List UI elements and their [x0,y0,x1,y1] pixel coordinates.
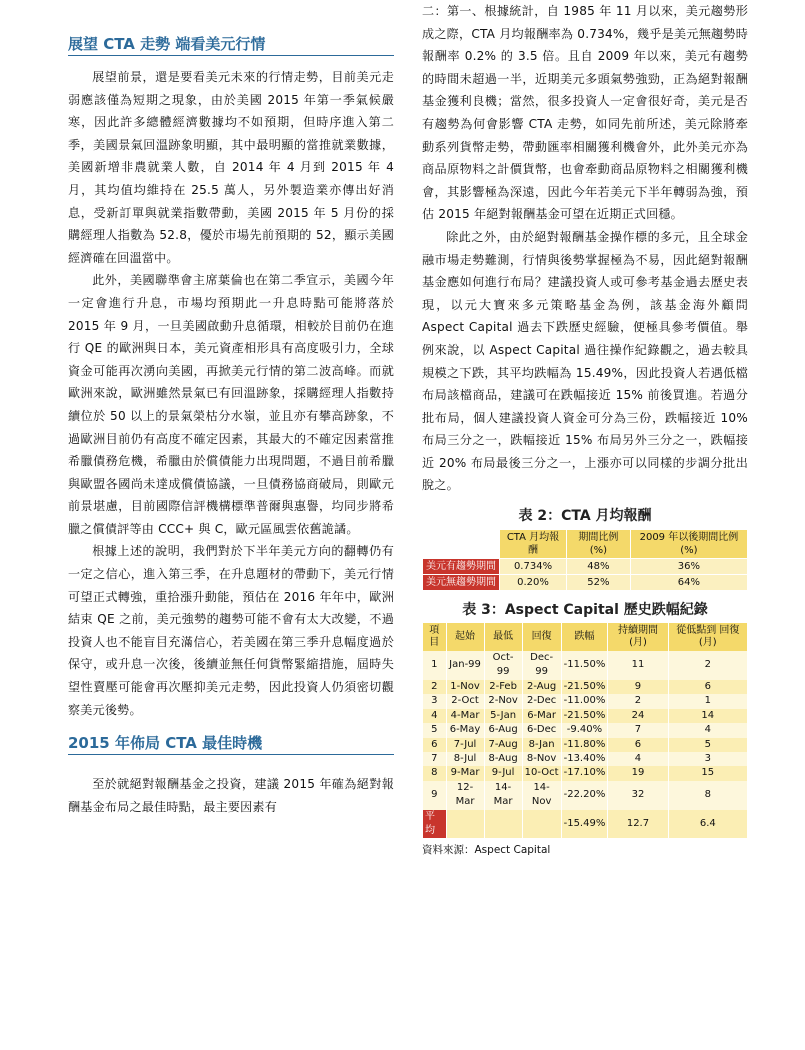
table-header: 起始 [446,623,484,651]
table-cell: 7-Aug [484,738,522,752]
table-cell: 1 [668,694,747,708]
table-cell: 6.4 [668,810,747,839]
table-header: 持續期間 (月) [608,623,668,651]
table-cell: 6-Dec [522,723,561,737]
table-cell: 2 [668,651,747,680]
data-source: 資料來源：Aspect Capital [422,844,551,857]
table-cell: 24 [608,709,668,723]
paragraph: 此外，美國聯準會主席葉倫也在第二季宣示，美國今年一定會進行升息，市場均預期此一升息時點可能將落於 2015 年 9 月，一旦美國啟動升息循環，相較於目前仍在進行 QE 的歐洲與日本，美元資產相形具有高度吸引力，全球資金可能再次湧向美國，再掀美元行情的第二波高峰。而就歐洲來說，歐洲雖然景氣已有回溫跡象，採購經理人指數持續位於 50 以上的景氣榮枯分水嶺，並且亦有攀高跡象，不過歐洲目前仍有高度不確定因素，其最大的不確定因素當推希臘債務危機，希臘由於償債能力出現問題，不過目前希臘與歐盟各國尚未達成償債協議，一旦債務協商破局，則歐元前景堪慮，目前國際信評機構標準普爾與惠譽，均同步將希臘之償債評等由 CCC+ 與 C，歐元區風雲依舊詭譎。 [68,273,394,536]
table-cell: -15.49% [561,810,608,839]
table-cell: 9-Mar [446,766,484,780]
paragraph: 二：第一、根據統計，自 1985 年 11 月以來，美元趨勢形成之際，CTA 月均報酬率為 0.734%，幾乎是美元無趨勢時報酬率 0.2% 的 3.5 倍。且自 2009 年以來，美元有趨勢的時間未超過一半，近期美元多頭氣勢強勁，正為絕對報酬基金獲利良機；當然，很多投資人一定會很好奇，美元是否有趨勢為何會影響 CTA 走勢，如同先前所述，美元除將牽動系列貨幣走勢，帶動匯率相關獲利機會外，此外美元亦為商品原物料之計價貨幣，也會牽動商品原物料之相關獲利機會，其影響極為深遠，因此今年若美元下半年轉弱為強，預估 2015 年絕對報酬基金可望在近期正式回穩。 [422,4,748,222]
table-cell: 1 [423,651,447,680]
table-header: 最低 [484,623,522,651]
row-label: 美元無趨勢期間 [423,575,500,591]
table-cell: 64% [630,575,747,591]
table-row [423,723,748,737]
table-cell: 2-Aug [522,680,561,694]
table-cell: 5-Jan [484,709,522,723]
table-cell: 6-May [446,723,484,737]
table-cell: 7-Jul [446,738,484,752]
left-column [68,0,394,818]
table-header: 跌幅 [561,623,608,651]
row-label: 美元有趨勢期間 [423,559,500,575]
table-cell: 3 [423,694,447,708]
table-cell: 8-Jul [446,752,484,766]
table-cell: 4-Mar [446,709,484,723]
table-cell: 2 [608,694,668,708]
paragraph: 至於就絕對報酬基金之投資，建議 2015 年確為絕對報酬基金布局之最佳時點，最主要因素有 [68,777,394,814]
table-cell: -11.00% [561,694,608,708]
table-cell: 19 [608,766,668,780]
table-cell: -21.50% [561,709,608,723]
table2-title: 表 2：CTA 月均報酬 [518,508,652,525]
table-row [423,738,748,752]
table-cell: 2 [423,680,447,694]
table-cell: 7 [608,723,668,737]
table-cell: 8-Nov [522,752,561,766]
table-cell: 0.734% [500,559,567,575]
table-cell: 32 [608,781,668,810]
table-cell: 1-Nov [446,680,484,694]
table-cell: 9-Jul [484,766,522,780]
table-cell: 15 [668,766,747,780]
drawdown-history-table [422,623,748,838]
table-cell: 4 [423,709,447,723]
table-row [423,575,748,591]
table-cell: 14-Nov [522,781,561,810]
table-cell: 8-Aug [484,752,522,766]
table-cell: 4 [668,723,747,737]
table-header: 從低點到 回復 (月) [668,623,747,651]
table-cell: 2-Nov [484,694,522,708]
paragraph: 展望前景，還是要看美元未來的行情走勢，目前美元走弱應該僅為短期之現象，由於美國 2015 年第一季氣候嚴寒，因此許多總體經濟數據均不如預期，但時序進入第二季，美國景氣回溫跡象明顯，其中最明顯的當推就業數據，美國新增非農就業人數，自 2014 年 4 月到 2015 年 4 月，其均值均維持在 25.5 萬人，另外製造業亦傳出好消息，受新訂單與就業指數帶動，美國 2015 年 5 月份的採購經理人指數為 52.8，優於市場先前預期的 52，顯示美國經濟確在回溫當中。 [68,70,394,265]
table-header: 期間比例 (%) [567,530,631,559]
table-cell: -17.10% [561,766,608,780]
table-row [423,752,748,766]
table-cell: 9 [423,781,447,810]
table-cell: -11.80% [561,738,608,752]
table-cell: -22.20% [561,781,608,810]
table-cell: Oct-99 [484,651,522,680]
table3-title: 表 3：Aspect Capital 歷史跌幅紀錄 [462,602,708,619]
table-cell: 6 [608,738,668,752]
average-label: 平均 [423,810,447,839]
table-cell: 52% [567,575,631,591]
table-row [423,559,748,575]
table-cell: 9 [608,680,668,694]
section-heading-2015: 2015 年佈局 CTA 最佳時機 [68,733,394,755]
table-cell: 5 [423,723,447,737]
table-cell: 36% [630,559,747,575]
table-cell: 11 [608,651,668,680]
table-header: CTA 月均報酬 [500,530,567,559]
table-row [423,781,748,810]
table-cell: 5 [668,738,747,752]
right-column [422,0,748,857]
table-header: 項目 [423,623,447,651]
table-cell: 2-Feb [484,680,522,694]
table-cell: 3 [668,752,747,766]
table-cell: 12-Mar [446,781,484,810]
table-cell: -9.40% [561,723,608,737]
table-cell: 8 [423,766,447,780]
table-cell: 12.7 [608,810,668,839]
table-cell: 8 [668,781,747,810]
table-row [423,709,748,723]
table-cell: -21.50% [561,680,608,694]
table-cell: 14-Mar [484,781,522,810]
paragraph: 除此之外，由於絕對報酬基金操作標的多元，且全球金融市場走勢難測，行情與後勢掌握極為不易，因此絕對報酬基金應如何進行布局？建議投資人或可參考基金過去歷史表現，以元大寶來多元策略基金為例，該基金海外顧問 Aspect Capital 過去下跌歷史經驗，便極具參考價值。舉例來說，以 Aspect Capital 過往操作紀錄觀之，過去較具規模之下跌，其平均跌幅為 15.49%，因此投資人若遇低檔布局該檔商品，建議可在跌幅接近 15% 前後買進。若過分批布局，個人建議投資人資金可分為三份，跌幅接近 10% 布局三分之一，跌幅接近 15% 布局另外三分之一，跌幅接近 20% 布局最後三分之一，上漲亦可以同樣的步調分批出脫之。 [422,229,748,493]
section-heading-outlook: 展望 CTA 走勢 端看美元行情 [68,34,394,56]
cta-monthly-return-table [422,529,748,591]
table-cell: 48% [567,559,631,575]
table-cell: 2-Oct [446,694,484,708]
table-cell: 4 [608,752,668,766]
table-cell: 6 [423,738,447,752]
table-cell: 6-Mar [522,709,561,723]
table-cell: 6 [668,680,747,694]
table-row [423,651,748,680]
table-cell: 8-Jan [522,738,561,752]
table-cell: Dec-99 [522,651,561,680]
table-cell: 6-Aug [484,723,522,737]
table-row [423,680,748,694]
table-cell: Jan-99 [446,651,484,680]
table-cell: 0.20% [500,575,567,591]
table-cell: -13.40% [561,752,608,766]
table-row [423,766,748,780]
table-cell: 7 [423,752,447,766]
table-header: 2009 年以後期間比例 (%) [630,530,747,559]
table-row-average [423,810,748,839]
table-cell: 14 [668,709,747,723]
table-cell: -11.50% [561,651,608,680]
table-header: 回復 [522,623,561,651]
paragraph: 根據上述的說明，我們對於下半年美元方向的翻轉仍有一定之信心，進入第三季，在升息題材的帶動下，美元行情可望正式轉強，重拾漲升動能，預估在 2016 年年中，歐洲結束 QE 之前，美元強勢的趨勢可能不會有太大改變，不過投資人也不能盲目充滿信心，若美國在第三季升息幅度過於保守，或升息一次後，後續並無任何貨幣緊縮措施，屆時失望性賣壓可能會再次壓抑美元走勢，因此投資人仍須密切觀察美元後勢。 [68,544,394,717]
table-cell: 2-Dec [522,694,561,708]
table-cell: 10-Oct [522,766,561,780]
table-row [423,694,748,708]
